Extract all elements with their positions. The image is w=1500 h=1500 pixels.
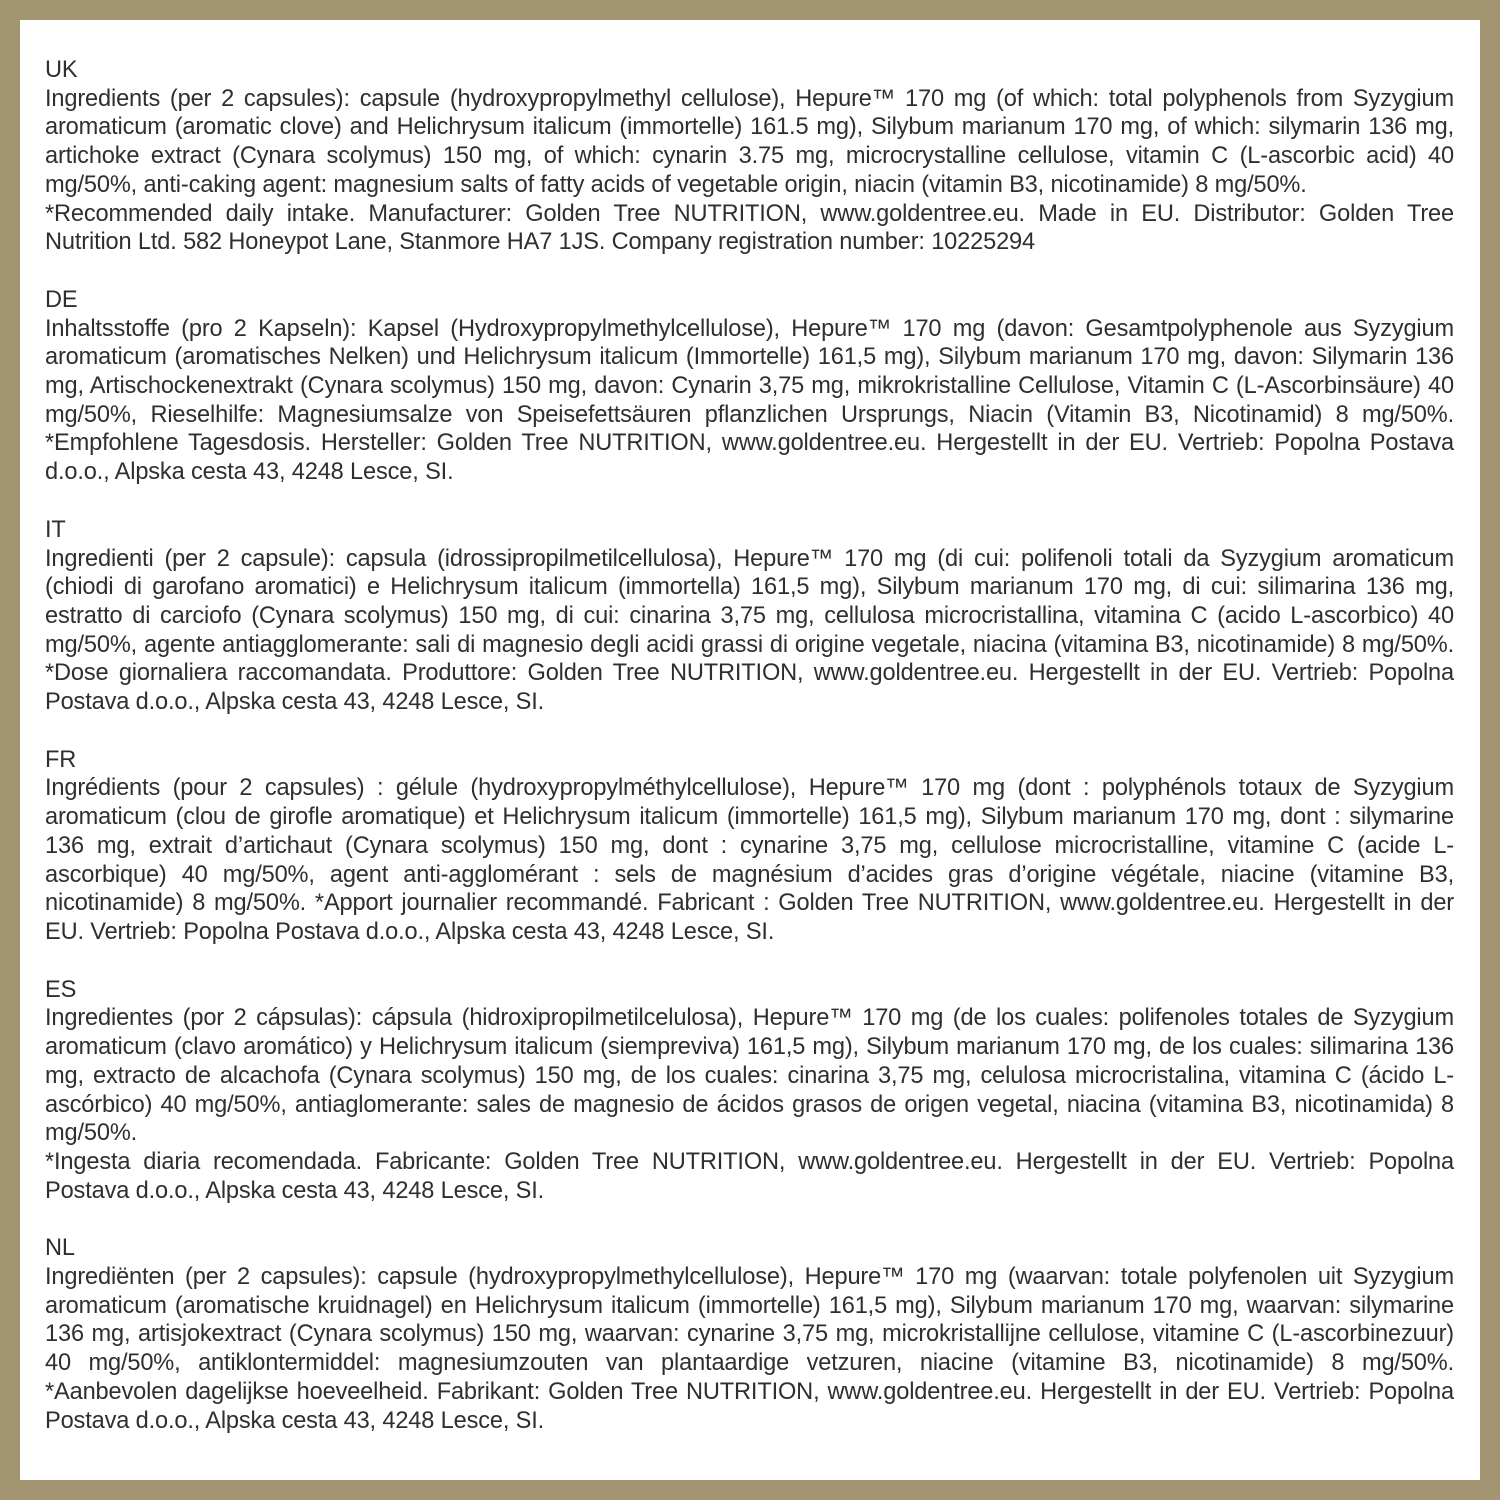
ingredients-text: Inhaltsstoffe (pro 2 Kapseln): Kapsel (Hydroxypropylmethylcellulose), Hepure™ 170 mg (davon: Gesamtpolyphenole aus Syzygium aromaticum (aromatisches Nelken) und Helichrysum italicum (Immortelle) 161,5 mg), Silybum marianum 170 mg, davon: Silymarin 136 mg, Artischockenextrakt (Cynara scolymus) 150 mg, davon: Cynarin 3,75 mg, mikrokristalline Cellulose, Vitamin C (L-Ascorbinsäure) 40 mg/50%, Rieselhilfe: Magnesiumsalze von Speisefettsäuren pflanzlichen Ursprungs, Niacin (Vitamin B3, Nicotinamid) 8 mg/50%. *Empfohlene Tagesdosis. Hersteller: Golden Tree NUTRITION, www.goldentree.eu. Hergestellt in der EU. Vertrieb: Popolna Postava d.o.o., Alpska cesta 43, 4248 Lesce, SI. [45,315,1454,486]
section-de [45,286,1454,487]
label-panel [20,20,1480,1480]
language-code: UK [45,57,78,83]
ingredients-text: Ingredientes (por 2 cápsulas): cápsula (hidroxipropilmetilcelulosa), Hepure™ 170 mg (de los cuales: polifenoles totales de Syzygium aromaticum (clavo aromático) y Helichrysum italicum (siempreviva) 161,5 mg), Silybum marianum 170 mg, de los cuales: silimarina 136 mg, extracto de alcachofa (Cynara scolymus) 150 mg, de los cuales: cinarina 3,75 mg, celulosa microcristalina, vitamina C (ácido L-ascórbico) 40 mg/50%, antiaglomerante: sales de magnesio de ácidos grasos de origen vegetal, niacina (vitamina B3, nicotinamida) 8 mg/50%. [45,1005,1454,1147]
ingredients-text: Ingrediënten (per 2 capsules): capsule (hydroxypropylmethylcellulose), Hepure™ 170 mg (waarvan: totale polyfenolen uit Syzygium aromaticum (aromatische kruidnagel) en Helichrysum italicum (immortelle) 161,5 mg), Silybum marianum 170 mg, waarvan: silymarine 136 mg, artisjokextract (Cynara scolymus) 150 mg, waarvan: cynarine 3,75 mg, microkristallijne cellulose, vitamine C (L-ascorbinezuur) 40 mg/50%, antiklontermiddel: magnesiumzouten van plantaardige vetzuren, niacine (vitamine B3, nicotinamide) 8 mg/50%. *Aanbevolen dagelijkse hoeveelheid. Fabrikant: Golden Tree NUTRITION, www.goldentree.​eu. Hergestellt in der EU. Vertrieb: Popolna Postava d.o.o., Alpska cesta 43, 4248 Lesce, SI. [45,1264,1454,1434]
section-nl [45,1234,1454,1435]
section-es [45,976,1454,1206]
manufacturer-text: *Recommended daily intake. Manufacturer: Golden Tree NUTRITION, www.goldentree.eu. Made in EU. Distributor: Golden Tree Nutrition Ltd. 582 Honeypot Lane, Stanmore HA7 1JS. Company registration number: 10225294 [45,200,1454,256]
ingredients-text: Ingredienti (per 2 capsule): capsula (idrossipropilmetilcellulosa), Hepure™ 170 mg (di cui: polifenoli totali da Syzygium aromaticum (chiodi di garofano aromatici) e Helichrysum italicum (immortella) 161,5 mg), Silybum marianum 170 mg, di cui: silimarina 136 mg, estratto di carciofo (Cynara scolymus) 150 mg, di cui: cinarina 3,75 mg, cellulosa microcristallina, vitamina C (acido L-ascorbico) 40 mg/50%, agente antiagglomerante: sali di magnesio degli acidi grassi di origine vegetale, niacina (vitamina B3, nicotinamide) 8 mg/50%. *Dose giornaliera raccomandata. Produttore: Golden Tree NUTRITION, www.goldentree.​eu. Hergestellt in der EU. Vertrieb: Popolna Postava d.o.o., Alpska cesta 43, 4248 Lesce, SI. [45,545,1454,716]
language-code: FR [45,746,77,773]
ingredients-text: Ingrédients (pour 2 capsules) : gélule (hydroxypropylméthylcellulose), Hepure™ 170 mg (dont : polyphénols totaux de Syzygium aromaticum (clou de girofle aromatique) et Helichrysum italicum (immortelle) 161,5 mg), Silybum marianum 170 mg, dont : silymarine 136 mg, extrait d’artichaut (Cynara scolymus) 150 mg, dont : cynarine 3,75 mg, cellulose microcristalline, vitamine C (acide L-ascorbique) 40 mg/50%, agent anti-agglomérant : sels de magnésium d’acides gras d’origine végétale, niacine (vitamine B3, nicotinamide) 8 mg/50%. *Apport journalier recommandé. Fabricant : Golden Tree NUTRITION, www.​goldentree.eu. Hergestellt in der EU. Vertrieb: Popolna Postava d.o.o., Alpska cesta 43, 4248 Lesce, SI. [45,775,1454,945]
section-it [45,516,1454,717]
language-code: IT [45,516,66,543]
manufacturer-text: *Ingesta diaria recomendada. Fabricante: Golden Tree NUTRITION, www.goldentree.eu. Hergestellt in der EU. Vertrieb: Popolna Postava d.o.o., Alpska cesta 43, 4248 Lesce, SI. [45,1148,1454,1204]
section-uk [45,56,1454,257]
language-code: NL [45,1235,75,1262]
section-fr [45,746,1454,947]
ingredients-text: Ingredients (per 2 capsules): capsule (hydroxypropylmethyl cellulose), Hepure™ 170 mg (of which: total polyphenols from Syzygium aromaticum (aromatic clove) and Helichrysum italicum (immortelle) 161.5 mg), Silybum marianum 170 mg, of which: silymarin 136 mg, artichoke extract (Cynara scolymus) 150 mg, of which: cynarin 3.75 mg, microcrystalline cellulose, vitamin C (L-ascorbic acid) 40 mg/50%, anti-caking agent: magnesium salts of fatty acids of vegetable origin, niacin (vitamin B3, nicotinamide) 8 mg/50%. [45,85,1454,198]
language-code: DE [45,286,78,313]
language-code: ES [45,976,77,1003]
